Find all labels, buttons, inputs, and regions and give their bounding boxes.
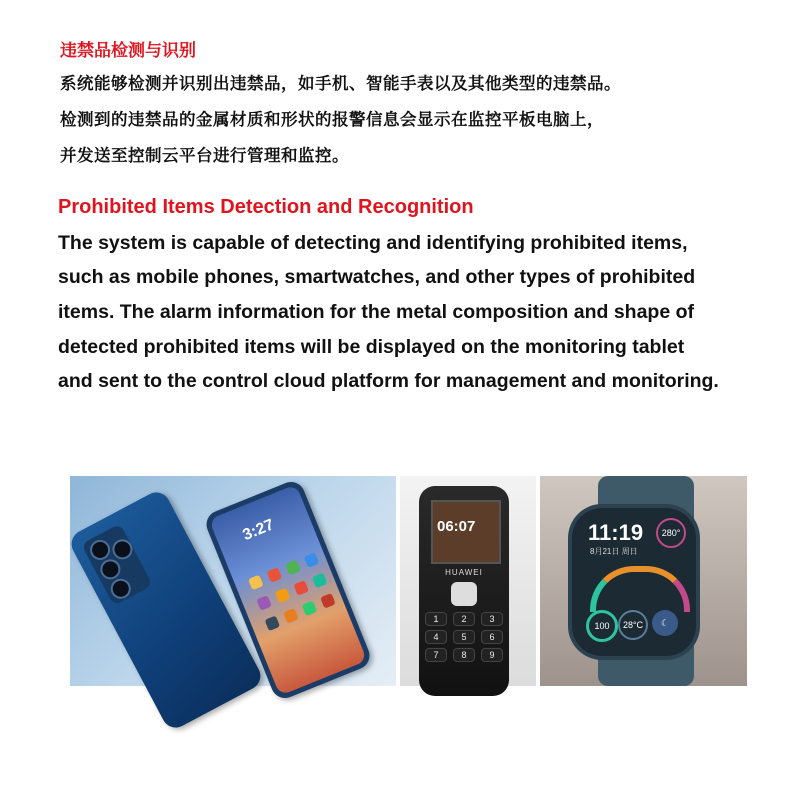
feature-phone-clock: 06:07 bbox=[437, 518, 476, 535]
cn-line: 检测到的违禁品的金属材质和形状的报警信息会显示在监控平板电脑上， bbox=[60, 110, 604, 129]
keypad-key: 5 bbox=[453, 630, 475, 644]
cn-line: 并发送至控制云平台进行管理和监控。 bbox=[60, 146, 349, 165]
smartwatch-image bbox=[572, 508, 696, 656]
watch-steps: 100 bbox=[586, 610, 618, 642]
keypad-key: 9 bbox=[481, 648, 503, 662]
watch-date: 8月21日 周日 bbox=[590, 547, 638, 556]
feature-phone-screen bbox=[431, 500, 501, 564]
smartphone-clock: 3:27 bbox=[240, 516, 277, 545]
keypad-key: 2 bbox=[453, 612, 475, 626]
keypad-key: 8 bbox=[453, 648, 475, 662]
nav-key bbox=[451, 582, 477, 606]
en-title: Prohibited Items Detection and Recognition bbox=[58, 196, 474, 218]
cn-title: 违禁品检测与识别 bbox=[60, 41, 196, 61]
watch-temp: 28°C bbox=[618, 610, 648, 640]
keypad-key: 4 bbox=[425, 630, 447, 644]
en-line: and sent to the control cloud platform for management and monitoring. bbox=[58, 370, 719, 392]
en-line: detected prohibited items will be displayed on the monitoring tablet bbox=[58, 336, 685, 358]
keypad-key: 3 bbox=[481, 612, 503, 626]
watch-temp-top: 280° bbox=[656, 518, 686, 548]
watch-activity-arc bbox=[590, 566, 690, 612]
keypad-key: 6 bbox=[481, 630, 503, 644]
en-line: The system is capable of detecting and identifying prohibited items, bbox=[58, 232, 688, 254]
keypad-key: 1 bbox=[425, 612, 447, 626]
moon-icon: ☾ bbox=[652, 610, 678, 636]
cn-line: 系统能够检测并识别出违禁品，如手机、智能手表以及其他类型的违禁品。 bbox=[60, 74, 621, 93]
feature-phone-image bbox=[419, 486, 509, 696]
watch-clock: 11:19 bbox=[588, 520, 644, 545]
keypad-key: 7 bbox=[425, 648, 447, 662]
en-line: items. The alarm information for the metal composition and shape of bbox=[58, 301, 695, 323]
feature-phone-brand: HUAWEI bbox=[445, 568, 483, 577]
en-line: such as mobile phones, smartwatches, and other types of prohibited bbox=[58, 266, 696, 288]
